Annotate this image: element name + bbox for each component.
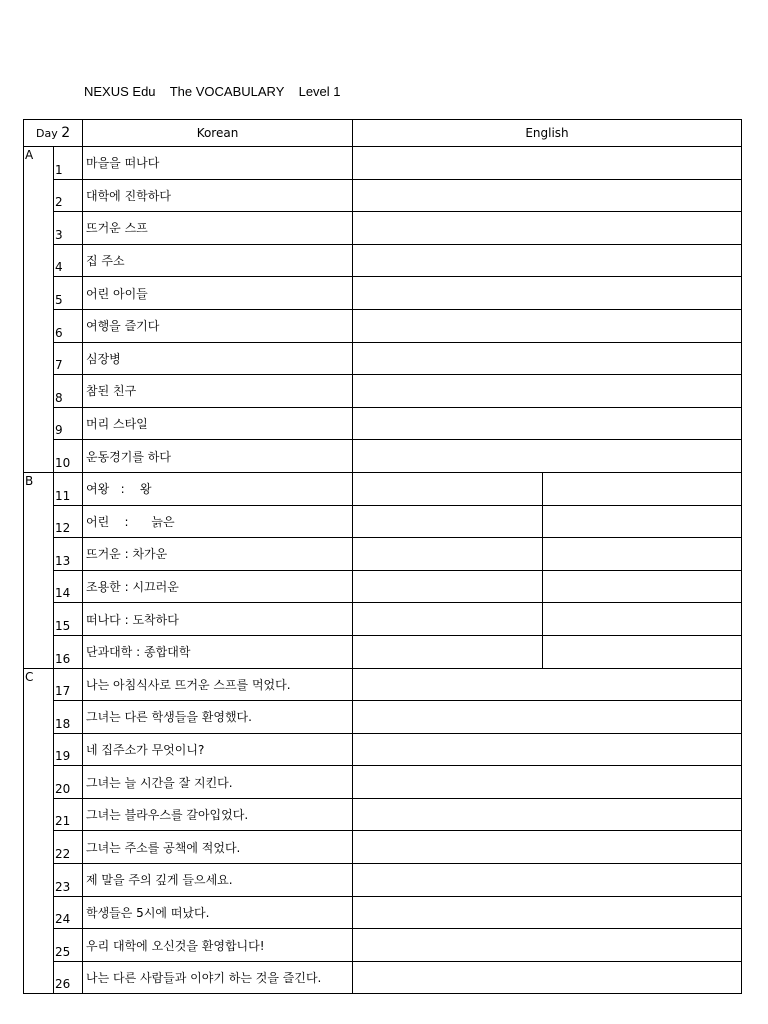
korean-cell: 집 주소 [83, 244, 353, 277]
korean-column-header: Korean [83, 120, 353, 147]
korean-cell: 대학에 진학하다 [83, 179, 353, 212]
table-row [24, 309, 742, 342]
korean-cell: 나는 다른 사람들과 이야기 하는 것을 즐긴다. [83, 961, 353, 994]
english-answer-cell[interactable] [353, 147, 742, 180]
table-row [24, 864, 742, 897]
english-answer-cell-1[interactable] [353, 538, 543, 571]
table-row [24, 766, 742, 799]
table-row [24, 635, 742, 668]
item-number: 8 [54, 375, 83, 408]
english-answer-cell[interactable] [353, 831, 742, 864]
item-number: 4 [54, 244, 83, 277]
korean-cell: 마을을 떠나다 [83, 147, 353, 180]
english-answer-cell[interactable] [353, 342, 742, 375]
item-number: 20 [54, 766, 83, 799]
item-number: 1 [54, 147, 83, 180]
english-answer-cell[interactable] [353, 733, 742, 766]
english-answer-cell[interactable] [353, 440, 742, 473]
english-answer-cell-2[interactable] [543, 538, 742, 571]
korean-cell: 그녀는 다른 학생들을 환영했다. [83, 701, 353, 734]
item-number: 22 [54, 831, 83, 864]
english-answer-cell-2[interactable] [543, 505, 742, 538]
table-row [24, 244, 742, 277]
table-row [24, 896, 742, 929]
item-number: 21 [54, 798, 83, 831]
korean-cell: 그녀는 블라우스를 갈아입었다. [83, 798, 353, 831]
item-number: 5 [54, 277, 83, 310]
item-number: 6 [54, 309, 83, 342]
korean-cell: 뜨거운 : 차가운 [83, 538, 353, 571]
korean-cell: 운동경기를 하다 [83, 440, 353, 473]
item-number: 23 [54, 864, 83, 897]
korean-cell: 어린 아이들 [83, 277, 353, 310]
english-column-header: English [353, 120, 742, 147]
table-row [24, 929, 742, 962]
item-number: 13 [54, 538, 83, 571]
table-row [24, 472, 742, 505]
item-number: 14 [54, 570, 83, 603]
table-row [24, 179, 742, 212]
day-header [24, 120, 83, 147]
english-answer-cell-1[interactable] [353, 570, 543, 603]
item-number: 25 [54, 929, 83, 962]
english-answer-cell[interactable] [353, 864, 742, 897]
english-answer-cell[interactable] [353, 277, 742, 310]
english-answer-cell[interactable] [353, 407, 742, 440]
item-number: 26 [54, 961, 83, 994]
table-row [24, 342, 742, 375]
item-number: 3 [54, 212, 83, 245]
english-answer-cell-2[interactable] [543, 635, 742, 668]
english-answer-cell[interactable] [353, 244, 742, 277]
day-number: 2 [61, 125, 71, 141]
english-answer-cell-2[interactable] [543, 603, 742, 636]
section-label: B [24, 472, 54, 668]
korean-cell: 참된 친구 [83, 375, 353, 408]
english-answer-cell[interactable] [353, 766, 742, 799]
korean-cell: 떠나다 : 도착하다 [83, 603, 353, 636]
english-answer-cell-1[interactable] [353, 505, 543, 538]
table-row [24, 668, 742, 701]
table-row [24, 147, 742, 180]
item-number: 15 [54, 603, 83, 636]
korean-cell: 뜨거운 스프 [83, 212, 353, 245]
english-answer-cell-2[interactable] [543, 472, 742, 505]
english-answer-cell[interactable] [353, 798, 742, 831]
item-number: 17 [54, 668, 83, 701]
section-label: C [24, 668, 54, 994]
english-answer-cell[interactable] [353, 668, 742, 701]
item-number: 9 [54, 407, 83, 440]
table-row [24, 375, 742, 408]
item-number: 12 [54, 505, 83, 538]
english-answer-cell[interactable] [353, 212, 742, 245]
english-answer-cell[interactable] [353, 961, 742, 994]
item-number: 2 [54, 179, 83, 212]
korean-cell: 그녀는 늘 시간을 잘 지킨다. [83, 766, 353, 799]
english-answer-cell[interactable] [353, 929, 742, 962]
table-row [24, 831, 742, 864]
english-answer-cell-2[interactable] [543, 570, 742, 603]
page-title: NEXUS Edu The VOCABULARY Level 1 [84, 84, 341, 99]
korean-cell: 나는 아침식사로 뜨거운 스프를 먹었다. [83, 668, 353, 701]
table-row [24, 570, 742, 603]
table-row [24, 733, 742, 766]
item-number: 18 [54, 701, 83, 734]
english-answer-cell[interactable] [353, 309, 742, 342]
korean-cell: 조용한 : 시끄러운 [83, 570, 353, 603]
korean-cell: 네 집주소가 무엇이니? [83, 733, 353, 766]
section-label: A [24, 147, 54, 473]
korean-cell: 우리 대학에 오신것을 환영합니다! [83, 929, 353, 962]
english-answer-cell[interactable] [353, 375, 742, 408]
korean-cell: 그녀는 주소를 공책에 적었다. [83, 831, 353, 864]
korean-cell: 학생들은 5시에 떠났다. [83, 896, 353, 929]
table-row [24, 277, 742, 310]
table-row [24, 407, 742, 440]
table-row [24, 212, 742, 245]
english-answer-cell-1[interactable] [353, 472, 543, 505]
vocabulary-table [23, 119, 742, 994]
item-number: 24 [54, 896, 83, 929]
item-number: 10 [54, 440, 83, 473]
korean-cell: 제 말을 주의 깊게 들으세요. [83, 864, 353, 897]
korean-cell: 어린 : 늙은 [83, 505, 353, 538]
english-answer-cell[interactable] [353, 896, 742, 929]
table-row [24, 505, 742, 538]
table-row [24, 440, 742, 473]
item-number: 19 [54, 733, 83, 766]
day-label: Day [36, 127, 58, 140]
korean-cell: 머리 스타일 [83, 407, 353, 440]
english-answer-cell-1[interactable] [353, 603, 543, 636]
table-row [24, 798, 742, 831]
item-number: 7 [54, 342, 83, 375]
table-row [24, 701, 742, 734]
korean-cell: 여왕 : 왕 [83, 472, 353, 505]
table-header-row [24, 120, 742, 147]
table-row [24, 538, 742, 571]
korean-cell: 심장병 [83, 342, 353, 375]
korean-cell: 여행을 즐기다 [83, 309, 353, 342]
english-answer-cell-1[interactable] [353, 635, 543, 668]
item-number: 11 [54, 472, 83, 505]
english-answer-cell[interactable] [353, 179, 742, 212]
item-number: 16 [54, 635, 83, 668]
korean-cell: 단과대학 : 종합대학 [83, 635, 353, 668]
table-row [24, 961, 742, 994]
english-answer-cell[interactable] [353, 701, 742, 734]
table-row [24, 603, 742, 636]
